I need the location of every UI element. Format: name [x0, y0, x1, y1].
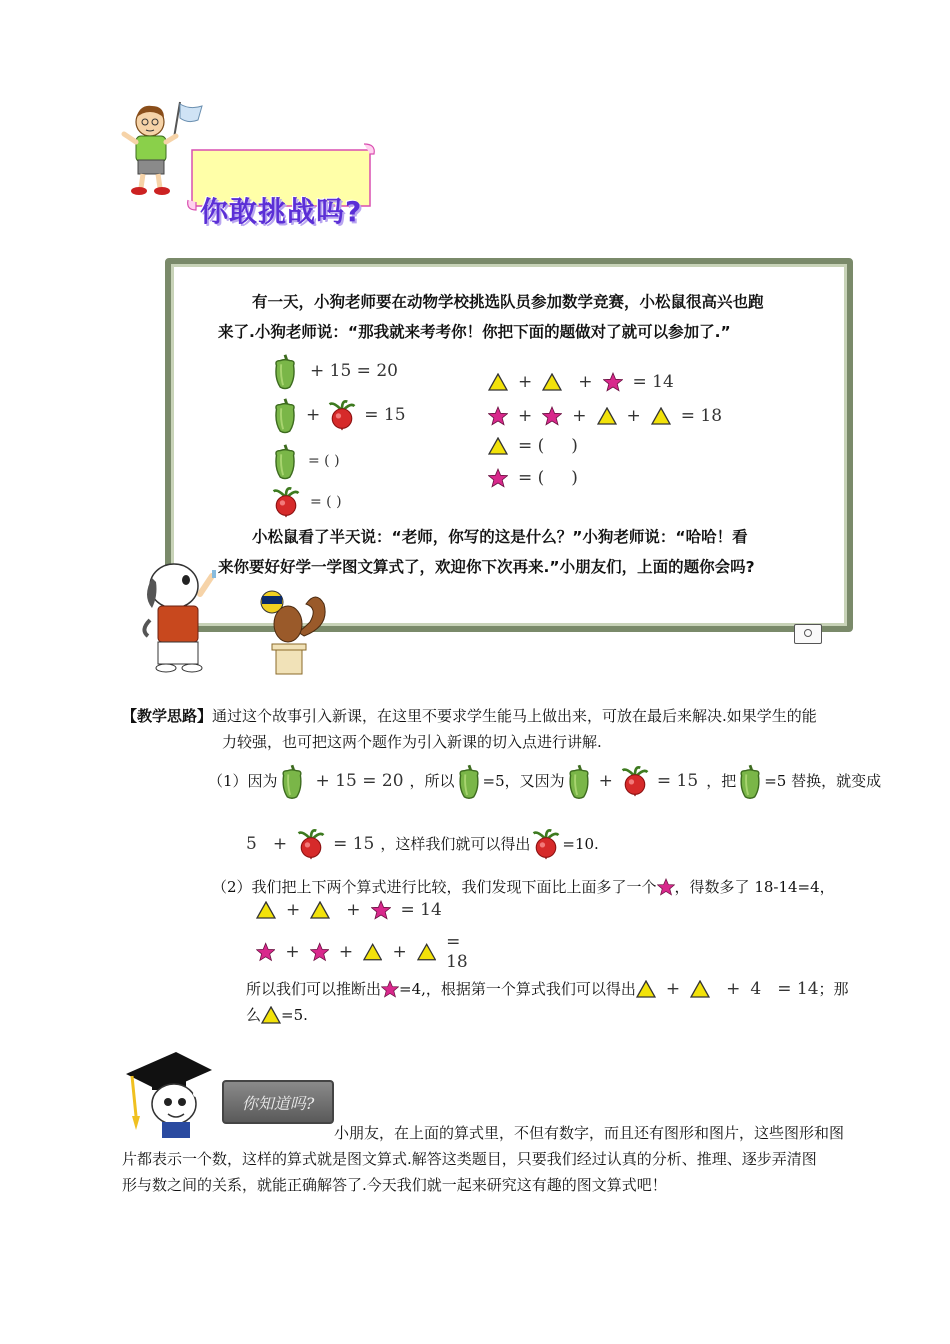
pepper-icon [270, 396, 300, 434]
s1-eq-b-plus: + [598, 771, 613, 791]
s2-conc-eq-result: = 14 [777, 979, 819, 999]
star-icon [488, 468, 508, 488]
step-2-line [212, 874, 902, 900]
s2-line: （2）我们把上下两个算式进行比较，我们发现下面比上面多了一个 [212, 878, 657, 896]
s1b-ans: =10. [562, 835, 599, 853]
r3-blank: = ( ) [518, 436, 578, 456]
story-paragraph-2-line-1: 小松鼠看了半天说：“老师，你写的这是什么？”小狗老师说：“哈哈！看 [252, 528, 748, 546]
step-2-conclusion-line-2 [246, 1002, 308, 1028]
r1-op-2: + [578, 372, 593, 392]
s2-conc-eq-four: 4 [750, 979, 762, 999]
left-eq4: = ( ) [310, 494, 342, 510]
star-icon [256, 942, 275, 962]
star-icon [488, 406, 508, 426]
star-icon [542, 406, 562, 426]
did-you-know-sign [222, 1080, 334, 1124]
s2r2-op-2: + [338, 942, 354, 962]
s1-sub2: =5 替换，就变成 [764, 772, 882, 790]
s1-prefix: （1）因为 [208, 772, 278, 790]
know-line-2: 片都表示一个数，这样的算式就是图文算式.解答这类题目，只要我们经过认真的分析、推理、逐步弄清图 [122, 1150, 817, 1168]
triangle-icon [256, 901, 276, 919]
step-1-line-a [208, 758, 898, 804]
squirrel-illustration [254, 586, 334, 678]
s2-conc-d: 么 [246, 1006, 262, 1024]
s1-eq-b-res: = 15 [656, 771, 699, 791]
radish-icon [530, 828, 562, 860]
triangle-icon [363, 943, 382, 961]
pepper-icon [565, 761, 593, 801]
s2r2-op-1: + [285, 942, 300, 962]
triangle-icon [597, 407, 617, 425]
s1-sub: ，把 [706, 772, 737, 790]
s2-conc-eq-op-1: + [665, 979, 681, 999]
left-eq1: + 15 = 20 [310, 361, 398, 381]
s1-so: ，所以 [409, 772, 455, 790]
did-you-know-label: 你知道吗? [241, 1093, 315, 1113]
triangle-icon [417, 943, 436, 961]
triangle-icon [651, 407, 671, 425]
radish-icon [270, 486, 302, 518]
s2r1-result: = 14 [400, 900, 442, 920]
puzzle-right [488, 372, 728, 492]
s1-val: =5，又因为 [482, 772, 565, 790]
s2r2-op-3: + [392, 942, 407, 962]
teaching-line-2: 力较强，也可把这两个题作为引入新课的切入点进行讲解. [222, 733, 602, 751]
r2-op-1: + [518, 406, 533, 426]
puzzle-left [270, 352, 410, 522]
s2-conc-e: =5. [281, 1006, 308, 1024]
radish-icon [619, 765, 651, 797]
r4-blank: = ( ) [518, 468, 578, 488]
banner-title: 你敢挑战吗? [200, 195, 363, 228]
s2-conc-eq-op-2: + [726, 979, 741, 999]
star-icon [381, 980, 399, 998]
s1b-text: ，这样我们就可以得出 [380, 835, 531, 853]
story-paragraph-1-line-1: 有一天，小狗老师要在动物学校挑选队员参加数学竞赛，小松鼠很高兴也跑 [252, 293, 764, 311]
radish-icon [295, 828, 327, 860]
triangle-icon [542, 373, 562, 391]
star-icon [657, 878, 675, 896]
step-2-conclusion [246, 976, 896, 1002]
left-eq3: = ( ) [308, 453, 340, 469]
s2r1-op-1: + [286, 900, 301, 920]
pepper-icon [736, 761, 764, 801]
r2-op-2: + [572, 406, 587, 426]
s1b-five: 5 [246, 834, 257, 854]
s2r1-op-2: + [346, 900, 361, 920]
r2-result: = 18 [680, 406, 723, 426]
left-eq2-result: = 15 [364, 405, 406, 425]
pepper-icon [270, 442, 300, 480]
triangle-icon [310, 901, 330, 919]
s2-conc-c: ；那 [818, 980, 849, 998]
s1-eq-a: + 15 = 20 [315, 771, 404, 791]
s2-line-end: ，得数多了 18-14=4， [674, 878, 835, 896]
star-icon [371, 900, 391, 920]
pepper-icon [278, 761, 306, 801]
radish-icon [326, 399, 358, 431]
star-icon [310, 942, 329, 962]
step-1-line-b [246, 824, 806, 864]
story-paragraph-1-line-2: 来了.小狗老师说：“那我就来考考你！你把下面的题做对了就可以参加了.” [218, 323, 731, 341]
teaching-label: 【教学思路】 [122, 707, 213, 725]
teaching-line-1: 通过这个故事引入新课，在这里不要求学生能马上做出来，可放在最后来解决.如果学生的能 [212, 707, 817, 725]
left-eq2-plus: + [306, 405, 321, 425]
story-paragraph-2-line-2: 来你要好好学一学图文算式了，欢迎你下次再来.”小朋友们，上面的题你会吗? [218, 558, 755, 576]
triangle-icon [488, 373, 508, 391]
dog-teacher-illustration [142, 556, 222, 674]
triangle-icon [261, 1006, 281, 1024]
star-icon [603, 372, 623, 392]
pepper-icon [455, 761, 483, 801]
know-line-1: 小朋友，在上面的算式里，不但有数字，而且还有图形和图片，这些图形和图 [334, 1124, 845, 1142]
chalkboard-eraser [794, 624, 822, 644]
r1-op-1: + [518, 372, 533, 392]
know-line-3: 形与数之间的关系，就能正确解答了.今天我们就一起来研究这有趣的图文算式吧！ [122, 1176, 667, 1194]
s2-conc-a: 所以我们可以推断出 [246, 980, 382, 998]
s2r2-result: = 18 [446, 932, 468, 972]
triangle-icon [488, 437, 508, 455]
pepper-icon [270, 352, 300, 390]
s1b-plus: + [272, 834, 288, 854]
s1b-res: = 15 [333, 834, 375, 854]
step-2-equations [256, 900, 486, 972]
triangle-icon [636, 980, 656, 998]
r1-result: = 14 [632, 372, 674, 392]
r2-op-3: + [626, 406, 641, 426]
triangle-icon [690, 980, 710, 998]
s2-conc-b: =4,，根据第一个算式我们可以得出 [399, 980, 636, 998]
